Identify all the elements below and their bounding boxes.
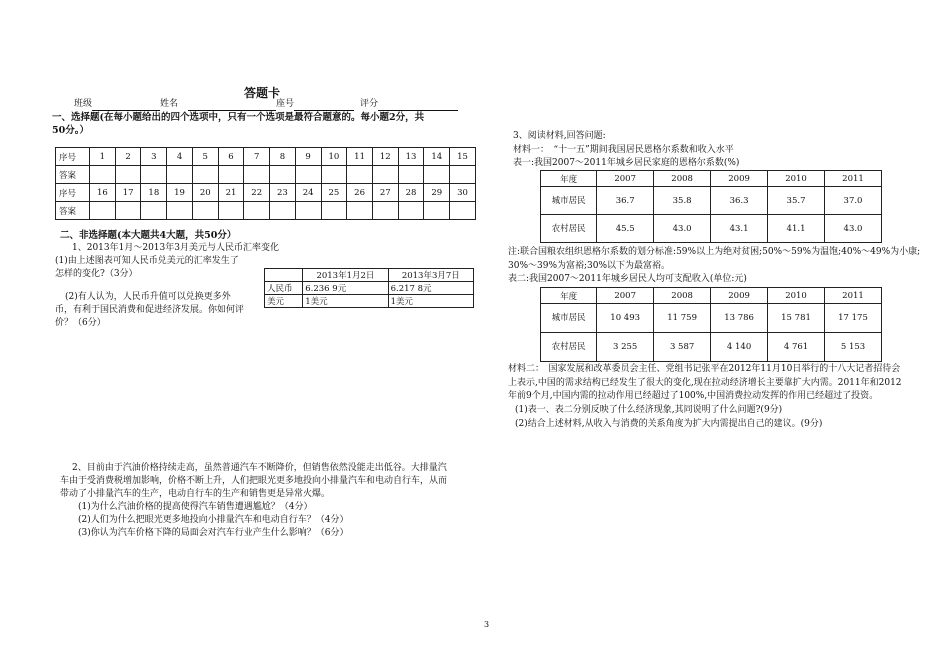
rate-header-cell: 2013年1月2日 (303, 269, 388, 282)
answer-cell[interactable] (244, 202, 270, 220)
question-number-cell: 18 (141, 184, 167, 202)
engel-header-cell: 2008 (654, 171, 711, 187)
answer-cell[interactable] (270, 202, 296, 220)
answer-cell[interactable] (90, 202, 116, 220)
engel-value-cell: 43.0 (654, 215, 711, 243)
engel-row-label: 城市居民 (541, 187, 597, 215)
rate-cell: 1美元 (303, 295, 388, 308)
number-row (56, 184, 476, 202)
engel-coefficient-table (540, 170, 882, 243)
engel-value-cell: 37.0 (825, 187, 882, 215)
income-value-cell: 17 175 (825, 304, 882, 333)
q3-table1-caption: 表一:我国2007～2011年城乡居民家庭的恩格尔系数(%) (513, 158, 740, 168)
income-header-cell: 年度 (541, 288, 597, 304)
answer-grid (55, 147, 476, 220)
answer-cell[interactable] (141, 202, 167, 220)
class-label: 班级 (74, 99, 93, 109)
section1-heading-line2: 50分。） (52, 125, 89, 136)
rate-row (265, 282, 474, 295)
question-number-cell: 14 (424, 148, 450, 166)
income-value-cell: 3 255 (597, 333, 654, 362)
answer-cell[interactable] (218, 166, 244, 184)
q2-line3: 带动了小排量汽车的生产，电动自行车的生产和销售更是异常火爆。 (60, 489, 331, 499)
income-row-label: 城市居民 (541, 304, 597, 333)
question-number-cell: 30 (450, 184, 476, 202)
q3-note-line1: 注:联合国粮农组织恩格尔系数的划分标准:59%以上为绝对贫困;50%～59%为温饱;40%～49%为小康; (508, 247, 921, 257)
row-label-number: 序号 (56, 148, 90, 166)
q1-part2-line1: (2)有人认为，人民币升值可以兑换更多外 (65, 292, 231, 302)
answer-cell[interactable] (141, 166, 167, 184)
engel-value-cell: 45.5 (597, 215, 654, 243)
row-label-answer: 答案 (56, 202, 90, 220)
answer-cell[interactable] (115, 202, 141, 220)
rate-cell: 6.236 9元 (303, 282, 388, 295)
question-number-cell: 24 (295, 184, 321, 202)
answer-cell[interactable] (372, 166, 398, 184)
answer-cell[interactable] (218, 202, 244, 220)
question-number-cell: 26 (347, 184, 373, 202)
income-row-label: 农村居民 (541, 333, 597, 362)
q3-material1: 材料一： “十一五”期间我国居民恩格尔系数和收入水平 (513, 145, 734, 155)
q2-line2: 车由于受消费税增加影响，价格不断上升，人们把眼光更多地投向小排量汽车和电动自行车，从而 (60, 476, 448, 486)
income-value-cell: 11 759 (654, 304, 711, 333)
question-number-cell: 1 (90, 148, 116, 166)
section1-heading-line1: 一、选择题(在每小题给出的四个选项中，只有一个选项是最符合题意的。每小题2分，共 (52, 112, 425, 123)
question-number-cell: 27 (372, 184, 398, 202)
engel-header-cell: 年度 (541, 171, 597, 187)
answer-cell[interactable] (167, 166, 193, 184)
q2-line1: 2、目前由于汽油价格持续走高，虽然普通汽车不断降价，但销售依然没能走出低谷。大排量汽 (72, 463, 447, 473)
question-number-cell: 2 (115, 148, 141, 166)
income-header-cell: 2011 (825, 288, 882, 304)
q1-part2-line2: 币，有利于国民消费和促进经济发展。你如何评 (55, 305, 245, 315)
income-value-cell: 10 493 (597, 304, 654, 333)
q2-sub3: (3)你认为汽车价格下降的局面会对汽车行业产生什么影响？（6分） (78, 528, 349, 538)
q2-sub1: (1)为什么汽油价格的提高使得汽车销售遭遇尴尬？（4分） (78, 502, 313, 512)
question-number-cell: 7 (244, 148, 270, 166)
income-header-row (541, 288, 882, 304)
engel-value-cell: 43.0 (825, 215, 882, 243)
answer-cell[interactable] (192, 202, 218, 220)
engel-value-cell: 35.8 (654, 187, 711, 215)
answer-cell[interactable] (347, 202, 373, 220)
rate-row (265, 295, 474, 308)
income-value-cell: 15 781 (768, 304, 825, 333)
answer-cell[interactable] (398, 166, 424, 184)
answer-cell[interactable] (244, 166, 270, 184)
engel-value-cell: 36.3 (711, 187, 768, 215)
answer-row (56, 202, 476, 220)
rate-header-row (265, 269, 474, 282)
answer-cell[interactable] (321, 166, 347, 184)
section2-heading: 二、非选择题(本大题共4大题，共50分） (60, 230, 237, 241)
question-number-cell: 13 (398, 148, 424, 166)
answer-cell[interactable] (424, 166, 450, 184)
q1-part1-line2: 怎样的变化?（3分） (55, 269, 138, 279)
income-value-cell: 5 153 (825, 333, 882, 362)
question-number-cell: 6 (218, 148, 244, 166)
rate-cell: 美元 (265, 295, 303, 308)
income-value-cell: 4 140 (711, 333, 768, 362)
row-label-number: 序号 (56, 184, 90, 202)
question-number-cell: 21 (218, 184, 244, 202)
question-number-cell: 22 (244, 184, 270, 202)
engel-header-row (541, 171, 882, 187)
q3-material2-line3: 年前9个月,中国内需的拉动作用已经超过了100%,中国消费拉动发挥的作用已经超过了投资。 (508, 391, 879, 401)
question-number-cell: 28 (398, 184, 424, 202)
engel-header-cell: 2010 (768, 171, 825, 187)
q1-title: 1、2013年1月～2013年3月美元与人民币汇率变化 (72, 243, 279, 253)
number-row (56, 148, 476, 166)
question-number-cell: 16 (90, 184, 116, 202)
answer-cell[interactable] (321, 202, 347, 220)
answer-cell[interactable] (90, 166, 116, 184)
income-value-cell: 4 761 (768, 333, 825, 362)
income-header-cell: 2009 (711, 288, 768, 304)
answer-cell[interactable] (450, 166, 476, 184)
question-number-cell: 15 (450, 148, 476, 166)
q3-table2-caption: 表二:我国2007～2011年城乡居民人均可支配收入(单位:元) (508, 274, 747, 284)
question-number-cell: 3 (141, 148, 167, 166)
answer-cell[interactable] (295, 166, 321, 184)
answer-cell[interactable] (295, 202, 321, 220)
question-number-cell: 5 (192, 148, 218, 166)
q3-material2-line2: 上表示,中国的需求结构已经发生了很大的变化,现在拉动经济增长主要靠扩大内需。2011年和2012 (508, 378, 902, 388)
answer-cell[interactable] (450, 202, 476, 220)
engel-value-cell: 41.1 (768, 215, 825, 243)
rate-cell: 人民币 (265, 282, 303, 295)
score-field[interactable] (378, 100, 458, 111)
rate-cell: 1美元 (388, 295, 473, 308)
q3-note-line2: 30%～39%为富裕;30%以下为最富裕。 (508, 261, 671, 271)
rate-cell: 6.217 8元 (388, 282, 473, 295)
engel-value-cell: 35.7 (768, 187, 825, 215)
engel-header-cell: 2011 (825, 171, 882, 187)
student-info-line (74, 98, 458, 111)
engel-row (541, 215, 882, 243)
seat-label: 座号 (276, 99, 295, 109)
answer-cell[interactable] (192, 166, 218, 184)
answer-cell[interactable] (424, 202, 450, 220)
engel-row-label: 农村居民 (541, 215, 597, 243)
rate-header-cell (265, 269, 303, 282)
answer-cell[interactable] (167, 202, 193, 220)
engel-header-cell: 2007 (597, 171, 654, 187)
question-number-cell: 17 (115, 184, 141, 202)
income-header-cell: 2007 (597, 288, 654, 304)
q1-part1-line1: (1)由上述图表可知人民币兑美元的汇率发生了 (55, 256, 239, 266)
question-number-cell: 25 (321, 184, 347, 202)
question-number-cell: 19 (167, 184, 193, 202)
q3-title: 3、阅读材料,回答问题: (513, 131, 606, 141)
q1-part2-line3: 价？（6分） (55, 318, 106, 328)
card-title: 答题卡 (244, 86, 281, 100)
class-field[interactable] (92, 100, 160, 111)
income-row (541, 304, 882, 333)
question-number-cell: 23 (270, 184, 296, 202)
answer-row (56, 166, 476, 184)
question-number-cell: 29 (424, 184, 450, 202)
answer-cell[interactable] (398, 202, 424, 220)
income-table (540, 287, 882, 362)
name-label: 姓名 (160, 99, 179, 109)
rate-header-cell: 2013年3月7日 (388, 269, 473, 282)
seat-field[interactable] (294, 100, 354, 111)
question-number-cell: 11 (347, 148, 373, 166)
answer-cell[interactable] (115, 166, 141, 184)
income-value-cell: 3 587 (654, 333, 711, 362)
q3-sub1: (1)表一、表二分别反映了什么经济现象,其同说明了什么问题?(9分) (515, 405, 783, 415)
q3-material2-line1: 材料二： 国家发展和改革委员会主任、党组书记张平在2012年11月10日举行的十八大记者招待会 (508, 364, 901, 374)
answer-cell[interactable] (372, 202, 398, 220)
question-number-cell: 4 (167, 148, 193, 166)
question-number-cell: 20 (192, 184, 218, 202)
question-number-cell: 8 (270, 148, 296, 166)
income-header-cell: 2010 (768, 288, 825, 304)
score-label: 评分 (360, 99, 379, 109)
engel-value-cell: 43.1 (711, 215, 768, 243)
name-field[interactable] (188, 100, 276, 111)
income-row (541, 333, 882, 362)
income-value-cell: 13 786 (711, 304, 768, 333)
question-number-cell: 9 (295, 148, 321, 166)
engel-value-cell: 36.7 (597, 187, 654, 215)
row-label-answer: 答案 (56, 166, 90, 184)
exchange-rate-table (264, 268, 474, 308)
question-number-cell: 10 (321, 148, 347, 166)
page-number: 3 (484, 620, 490, 629)
q2-sub2: (2)人们为什么把眼光更多地投向小排量汽车和电动自行车？（4分） (78, 515, 349, 525)
answer-cell[interactable] (270, 166, 296, 184)
engel-row (541, 187, 882, 215)
answer-cell[interactable] (347, 166, 373, 184)
q3-sub2: (2)结合上述材料,从收入与消费的关系角度为扩大内需提出自己的建议。(9分) (515, 419, 823, 429)
engel-header-cell: 2009 (711, 171, 768, 187)
question-number-cell: 12 (372, 148, 398, 166)
income-header-cell: 2008 (654, 288, 711, 304)
